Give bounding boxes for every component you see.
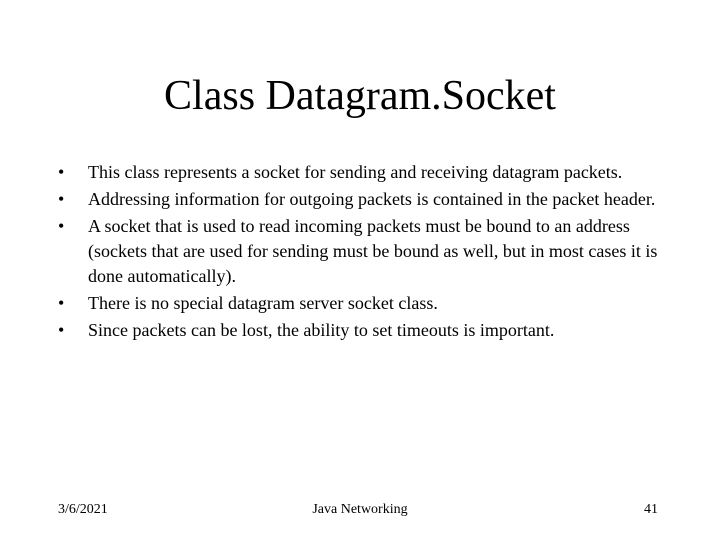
bullet-dot-icon: • — [58, 189, 65, 209]
bullet-item — [58, 291, 678, 316]
bullet-dot-icon: • — [58, 320, 65, 340]
bullet-dot-icon: • — [58, 162, 65, 182]
bullet-text: A socket that is used to read incoming packets must be bound to an address (sockets that are used for sending must be bound as well, but in most cases it is done automatically). — [88, 216, 658, 286]
bullet-dot-icon: • — [58, 293, 65, 313]
footer-date: 3/6/2021 — [58, 502, 108, 517]
bullet-text: Addressing information for outgoing packets is contained in the packet header. — [88, 189, 656, 209]
bullet-item — [58, 160, 678, 185]
slide-title: Class Datagram.Socket — [164, 73, 556, 119]
bullet-text: This class represents a socket for sending and receiving datagram packets. — [88, 162, 623, 182]
bullet-item — [58, 187, 678, 212]
bullet-dot-icon: • — [58, 216, 65, 236]
bullet-item — [58, 318, 678, 343]
bullet-text: Since packets can be lost, the ability to set timeouts is important. — [88, 320, 555, 340]
footer-center-text: Java Networking — [312, 502, 408, 517]
bullet-item — [58, 214, 678, 289]
page-number: 41 — [644, 502, 658, 517]
bullet-list — [58, 160, 678, 345]
bullet-text: There is no special datagram server socket class. — [88, 293, 438, 313]
